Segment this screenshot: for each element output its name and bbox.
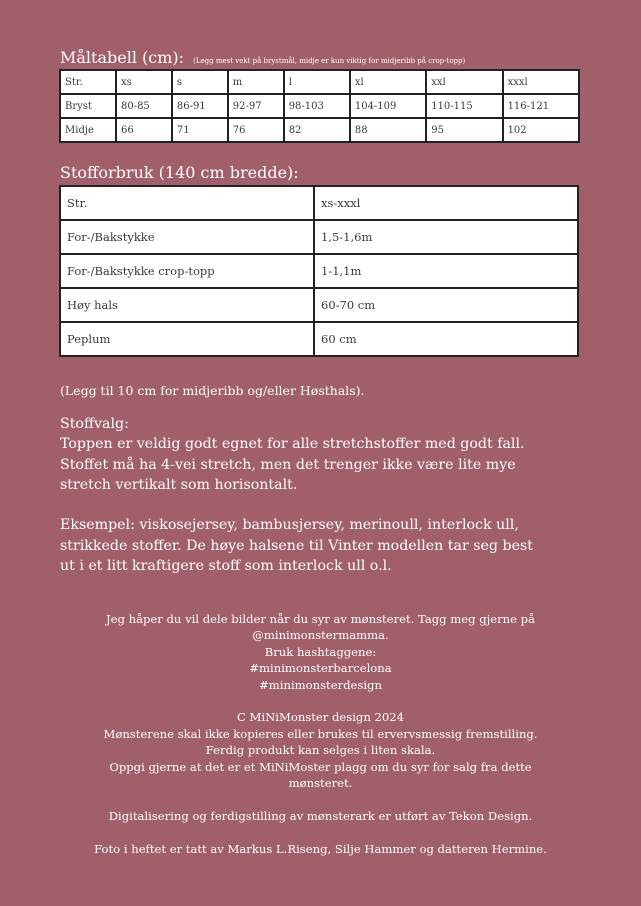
measure-row-bust — [60, 94, 579, 118]
fabric-usage-heading: Stofforbruk (140 cm bredde): — [60, 163, 299, 182]
table-cell: 60-70 cm — [314, 288, 578, 322]
table-cell: s — [172, 70, 228, 94]
copyright-line: C MiNiMonster design 2024 — [236, 710, 405, 725]
fabric-choice-heading: Stoffvalg: — [60, 416, 129, 432]
table-row — [60, 288, 578, 322]
table-cell: xs-xxxl — [314, 186, 578, 220]
table-cell: 116-121 — [503, 94, 579, 118]
footer-line: Oppgi gjerne at det er et MiNiMoster plagg om du syr for salg fra dette — [109, 759, 532, 774]
measure-row-size — [60, 70, 579, 94]
table-cell: Str. — [60, 70, 116, 94]
text-line: Eksempel: viskosejersey, bambusjersey, merinoull, interlock ull, — [60, 517, 519, 534]
table-cell: 88 — [350, 118, 426, 142]
table-cell: Str. — [60, 186, 314, 220]
footer-line: Bruk hashtaggene: — [264, 644, 377, 659]
table-cell: For-/Bakstykke — [60, 220, 314, 254]
table-cell: l — [284, 70, 350, 94]
table-cell: Bryst — [60, 94, 116, 118]
hashtag: #minimonsterdesign — [259, 677, 382, 692]
footer-line: Jeg håper du vil dele bilder når du syr av mønsteret. Tagg meg gjerne på — [105, 612, 535, 626]
table-cell: Peplum — [60, 322, 314, 356]
table-cell: 110-115 — [426, 94, 502, 118]
extra-fabric-note: (Legg til 10 cm for midjeribb og/eller Høsthals). — [60, 383, 365, 398]
table-cell: 92-97 — [228, 94, 284, 118]
table-cell: Høy hals — [60, 288, 314, 322]
table-cell: 71 — [172, 118, 228, 142]
measure-table-title: Måltabell (cm): — [60, 48, 185, 67]
table-cell: 1-1,1m — [314, 254, 578, 288]
hashtag: #minimonsterbarcelona — [249, 661, 392, 676]
footer-line: Mønsterene skal ikke kopieres eller brukes til ervervsmessig fremstilling. — [103, 726, 538, 741]
footer — [40, 611, 601, 857]
table-row — [60, 186, 578, 220]
table-cell: xs — [116, 70, 172, 94]
digitalization-credit: Digitalisering og ferdigstilling av mønsterark er utført av Tekon Design. — [108, 808, 533, 823]
text-line: ut i et litt kraftigere stoff som interlock ull o.l. — [60, 558, 392, 575]
text-line: Toppen er veldig godt egnet for alle stretchstoffer med godt fall. — [60, 436, 525, 453]
instagram-handle: @minimonstermamma. — [252, 628, 389, 643]
table-cell: xxxl — [503, 70, 579, 94]
footer-line: Ferdig produkt kan selges i liten skala. — [205, 743, 436, 758]
table-row — [60, 322, 578, 356]
table-cell: 82 — [284, 118, 350, 142]
text-line: strikkede stoffer. De høye halsene til Vinter modellen tar seg best — [60, 537, 533, 554]
table-row — [60, 254, 578, 288]
table-cell: 86-91 — [172, 94, 228, 118]
text-line: Stoffet må ha 4-vei stretch, men det trenger ikke være lite mye — [60, 456, 516, 473]
table-cell: 66 — [116, 118, 172, 142]
table-cell: m — [228, 70, 284, 94]
measure-row-waist — [60, 118, 579, 142]
table-cell: xl — [350, 70, 426, 94]
table-cell: 1,5-1,6m — [314, 220, 578, 254]
table-cell: 95 — [426, 118, 502, 142]
measure-table — [59, 69, 580, 143]
table-row — [60, 220, 578, 254]
table-cell: Midje — [60, 118, 116, 142]
fabric-choice-section — [60, 414, 600, 576]
table-cell: 80-85 — [116, 94, 172, 118]
table-cell: 76 — [228, 118, 284, 142]
measure-table-note: (Legg mest vekt på brystmål, midje er kun viktig for midjeribb på crop-topp) — [193, 57, 466, 65]
table-cell: 104-109 — [350, 94, 426, 118]
table-cell: xxl — [426, 70, 502, 94]
measure-table-heading — [60, 48, 465, 67]
table-cell: 98-103 — [284, 94, 350, 118]
table-cell: 60 cm — [314, 322, 578, 356]
footer-line: mønsteret. — [288, 776, 353, 791]
text-line: stretch vertikalt som horisontalt. — [60, 476, 298, 493]
fabric-usage-table — [59, 185, 579, 357]
table-cell: 102 — [503, 118, 579, 142]
table-cell: For-/Bakstykke crop-topp — [60, 254, 314, 288]
photo-credit: Foto i heftet er tatt av Markus L.Riseng, Silje Hammer og datteren Hermine. — [94, 841, 547, 856]
